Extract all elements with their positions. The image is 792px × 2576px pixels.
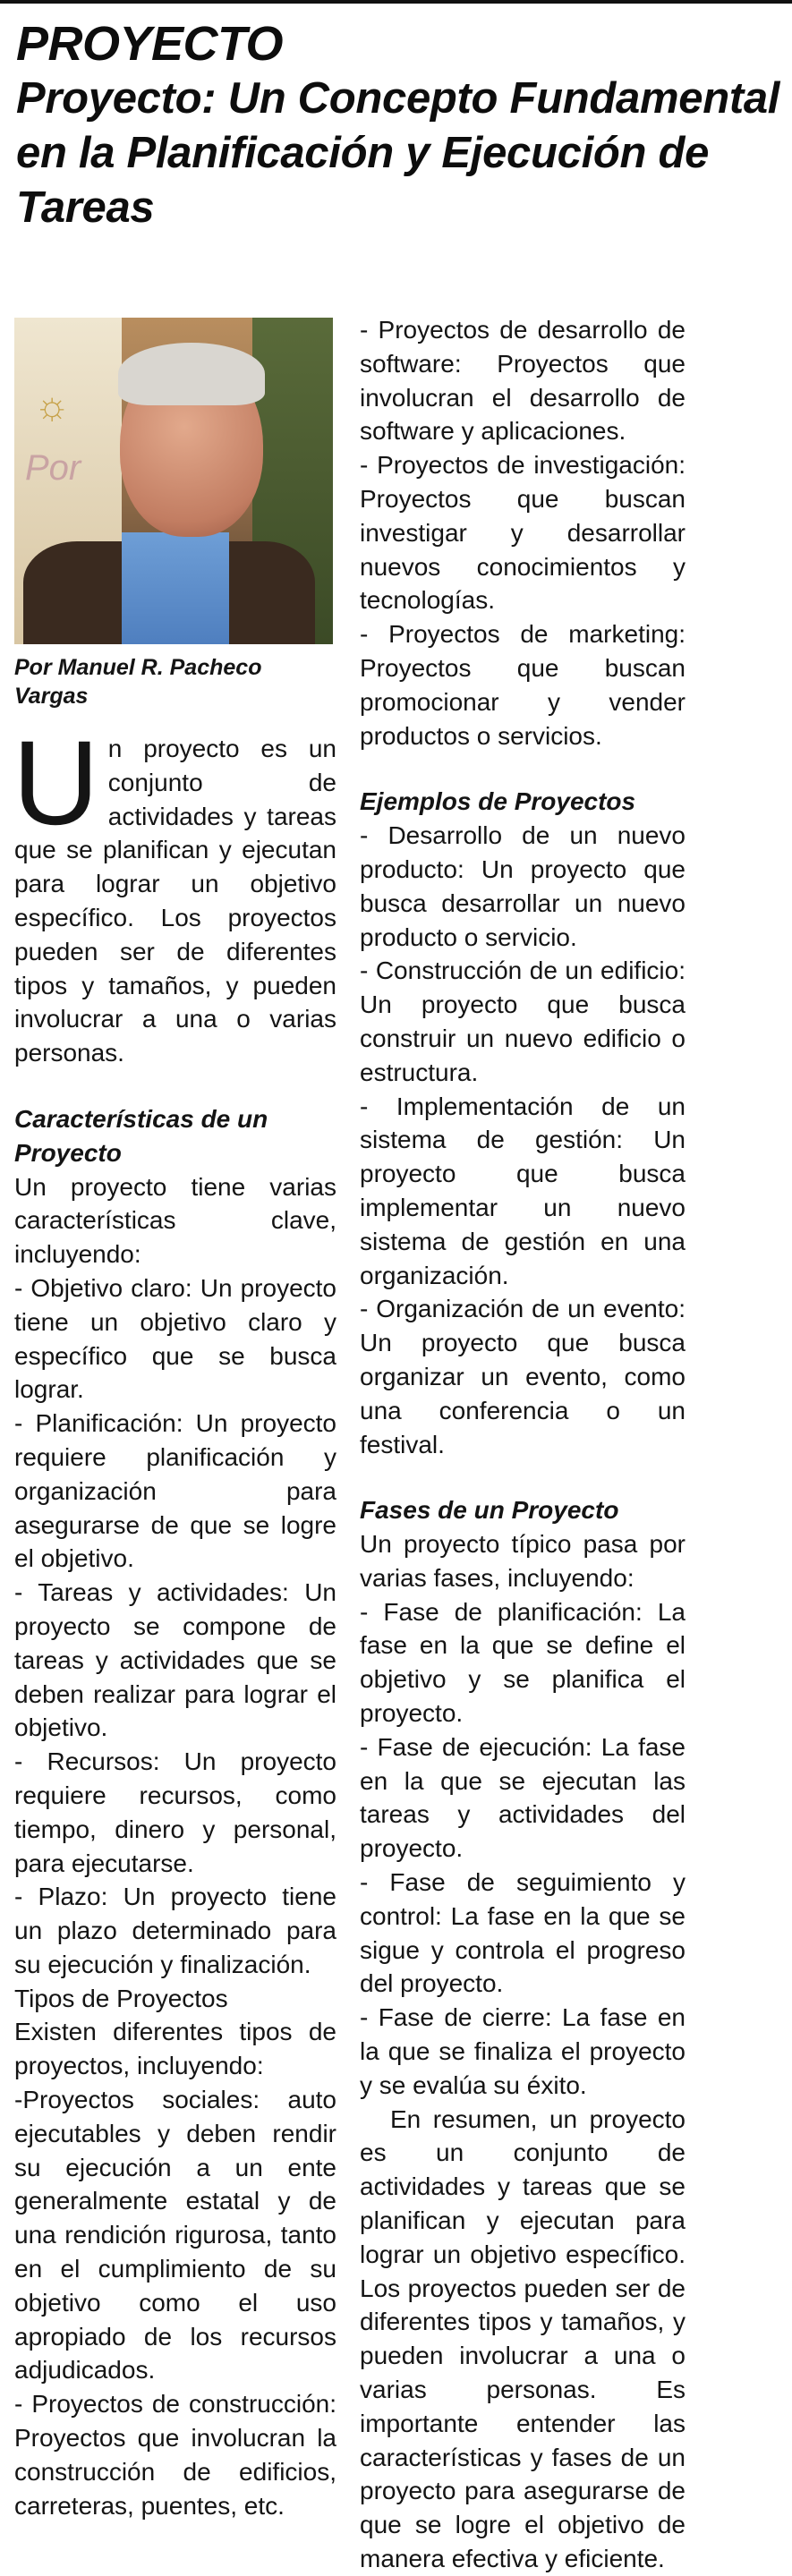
ejemplo-item: - Construcción de un edificio: Un proyecto que busca construir un nuevo edificio o estructura. (360, 956, 686, 1086)
photo-shirt (122, 532, 229, 644)
article-headline: Proyecto: Un Concepto Fundamental en la Planificación y Ejecución de Tareas (16, 74, 780, 232)
tipos-heading: Tipos de Proyectos (14, 1984, 228, 2012)
caracteristica-item: - Plazo: Un proyecto tiene un plazo determinado para su ejecución y finalización. (14, 1883, 336, 1978)
caracteristicas-lead: Un proyecto tiene varias características clave, incluyendo: (14, 1172, 336, 1269)
photo-sign-text: Por (25, 448, 81, 488)
tipo-item: - Proyectos de marketing: Proyectos que buscan promocionar y vender productos o servicios. (360, 620, 686, 750)
ejemplo-item: - Desarrollo de un nuevo producto: Un proyecto que busca desarrollar un nuevo producto o servicio. (360, 821, 686, 951)
intro-text: n proyecto es un conjunto de actividades y tareas que se planifican y ejecutan para lograr un objetivo específico. Los proyectos pueden ser de diferentes tipos y tamaños, y pueden involucrar a una o varias personas. (14, 735, 336, 1067)
article-header (16, 16, 786, 235)
fases-heading: Fases de un Proyecto (360, 1496, 619, 1525)
ejemplo-item: - Organización de un evento: Un proyecto que busca organizar un evento, como una conferencia o un festival. (360, 1295, 686, 1458)
caracteristicas-heading: Características de un Proyecto (14, 1104, 268, 1167)
fase-item: - Fase de seguimiento y control: La fase en la que se sigue y controla el progreso del proyecto. (360, 1868, 686, 1998)
tipo-item: - Proyectos de investigación: Proyectos que buscan investigar y desarrollar nuevos conocimientos y tecnologías. (360, 451, 686, 615)
fase-item: - Fase de planificación: La fase en la que se define el objetivo y se planifica el proyecto. (360, 1597, 686, 1728)
tipo-item: - Proyectos de desarrollo de software: Proyectos que involucran el desarrollo de software y aplicaciones. (360, 316, 686, 446)
caracteristica-item: - Recursos: Un proyecto requiere recursos, como tiempo, dinero y personal, para ejecutarse. (14, 1747, 336, 1877)
section-kicker: PROYECTO (16, 17, 284, 71)
spacer (14, 1070, 336, 1102)
ejemplo-item: - Implementación de un sistema de gestión: Un proyecto que busca implementar un nuevo sistema de gestión en una organización. (360, 1092, 686, 1289)
fase-item: - Fase de ejecución: La fase en la que se ejecutan las tareas y actividades del proyecto. (360, 1732, 686, 1863)
author-photo (14, 318, 333, 644)
top-rule (0, 0, 792, 4)
ejemplos-heading: Ejemplos de Proyectos (360, 787, 636, 816)
caracteristica-item: - Tareas y actividades: Un proyecto se compone de tareas y actividades que se deben realizar para lograr el objetivo. (14, 1578, 336, 1742)
right-column (360, 313, 686, 2576)
intro-paragraph (13, 717, 336, 1070)
fase-item: - Fase de cierre: La fase en la que se finaliza el proyecto y se evalúa su éxito. (360, 2003, 686, 2099)
tipos-lead: Existen diferentes tipos de proyectos, incluyendo: (14, 2018, 336, 2080)
sun-drawing-icon: ☼ (34, 384, 71, 428)
byline: Por Manuel R. Pacheco Vargas (14, 655, 262, 709)
tipo-item: -Proyectos sociales: auto ejecutables y deben rendir su ejecución a un ente generalmente estatal y de una rendición rigurosa, tanto en el cumplimiento de su objetivo como el uso apropiado de los recursos adjudicados. (14, 2086, 336, 2385)
caracteristica-item: - Objetivo claro: Un proyecto tiene un objetivo claro y específico que se busca lograr. (14, 1273, 336, 1404)
caracteristica-item: - Planificación: Un proyecto requiere planificación y organización para asegurarse de que se logre el objetivo. (14, 1409, 336, 1573)
drop-cap: U (13, 717, 99, 850)
conclusion-paragraph: En resumen, un proyecto es un conjunto de actividades y tareas que se planifican y ejecutan para lograr un objetivo específico. Los proyectos pueden ser de diferentes tipos y tamaños, y pueden involucrar a una o varias personas. Es importante entender las características y fases de un proyecto para asegurarse de que se logre el objetivo de manera efectiva y eficiente. (360, 2104, 686, 2572)
tipo-item: - Proyectos de construcción: Proyectos que involucran la construcción de edificios, carreteras, puentes, etc. (14, 2390, 336, 2520)
photo-hair (118, 343, 265, 405)
spacer (360, 752, 686, 785)
spacer (360, 1461, 686, 1493)
fases-lead: Un proyecto típico pasa por varias fases, incluyendo: (360, 1530, 686, 1592)
left-column (14, 318, 336, 2522)
